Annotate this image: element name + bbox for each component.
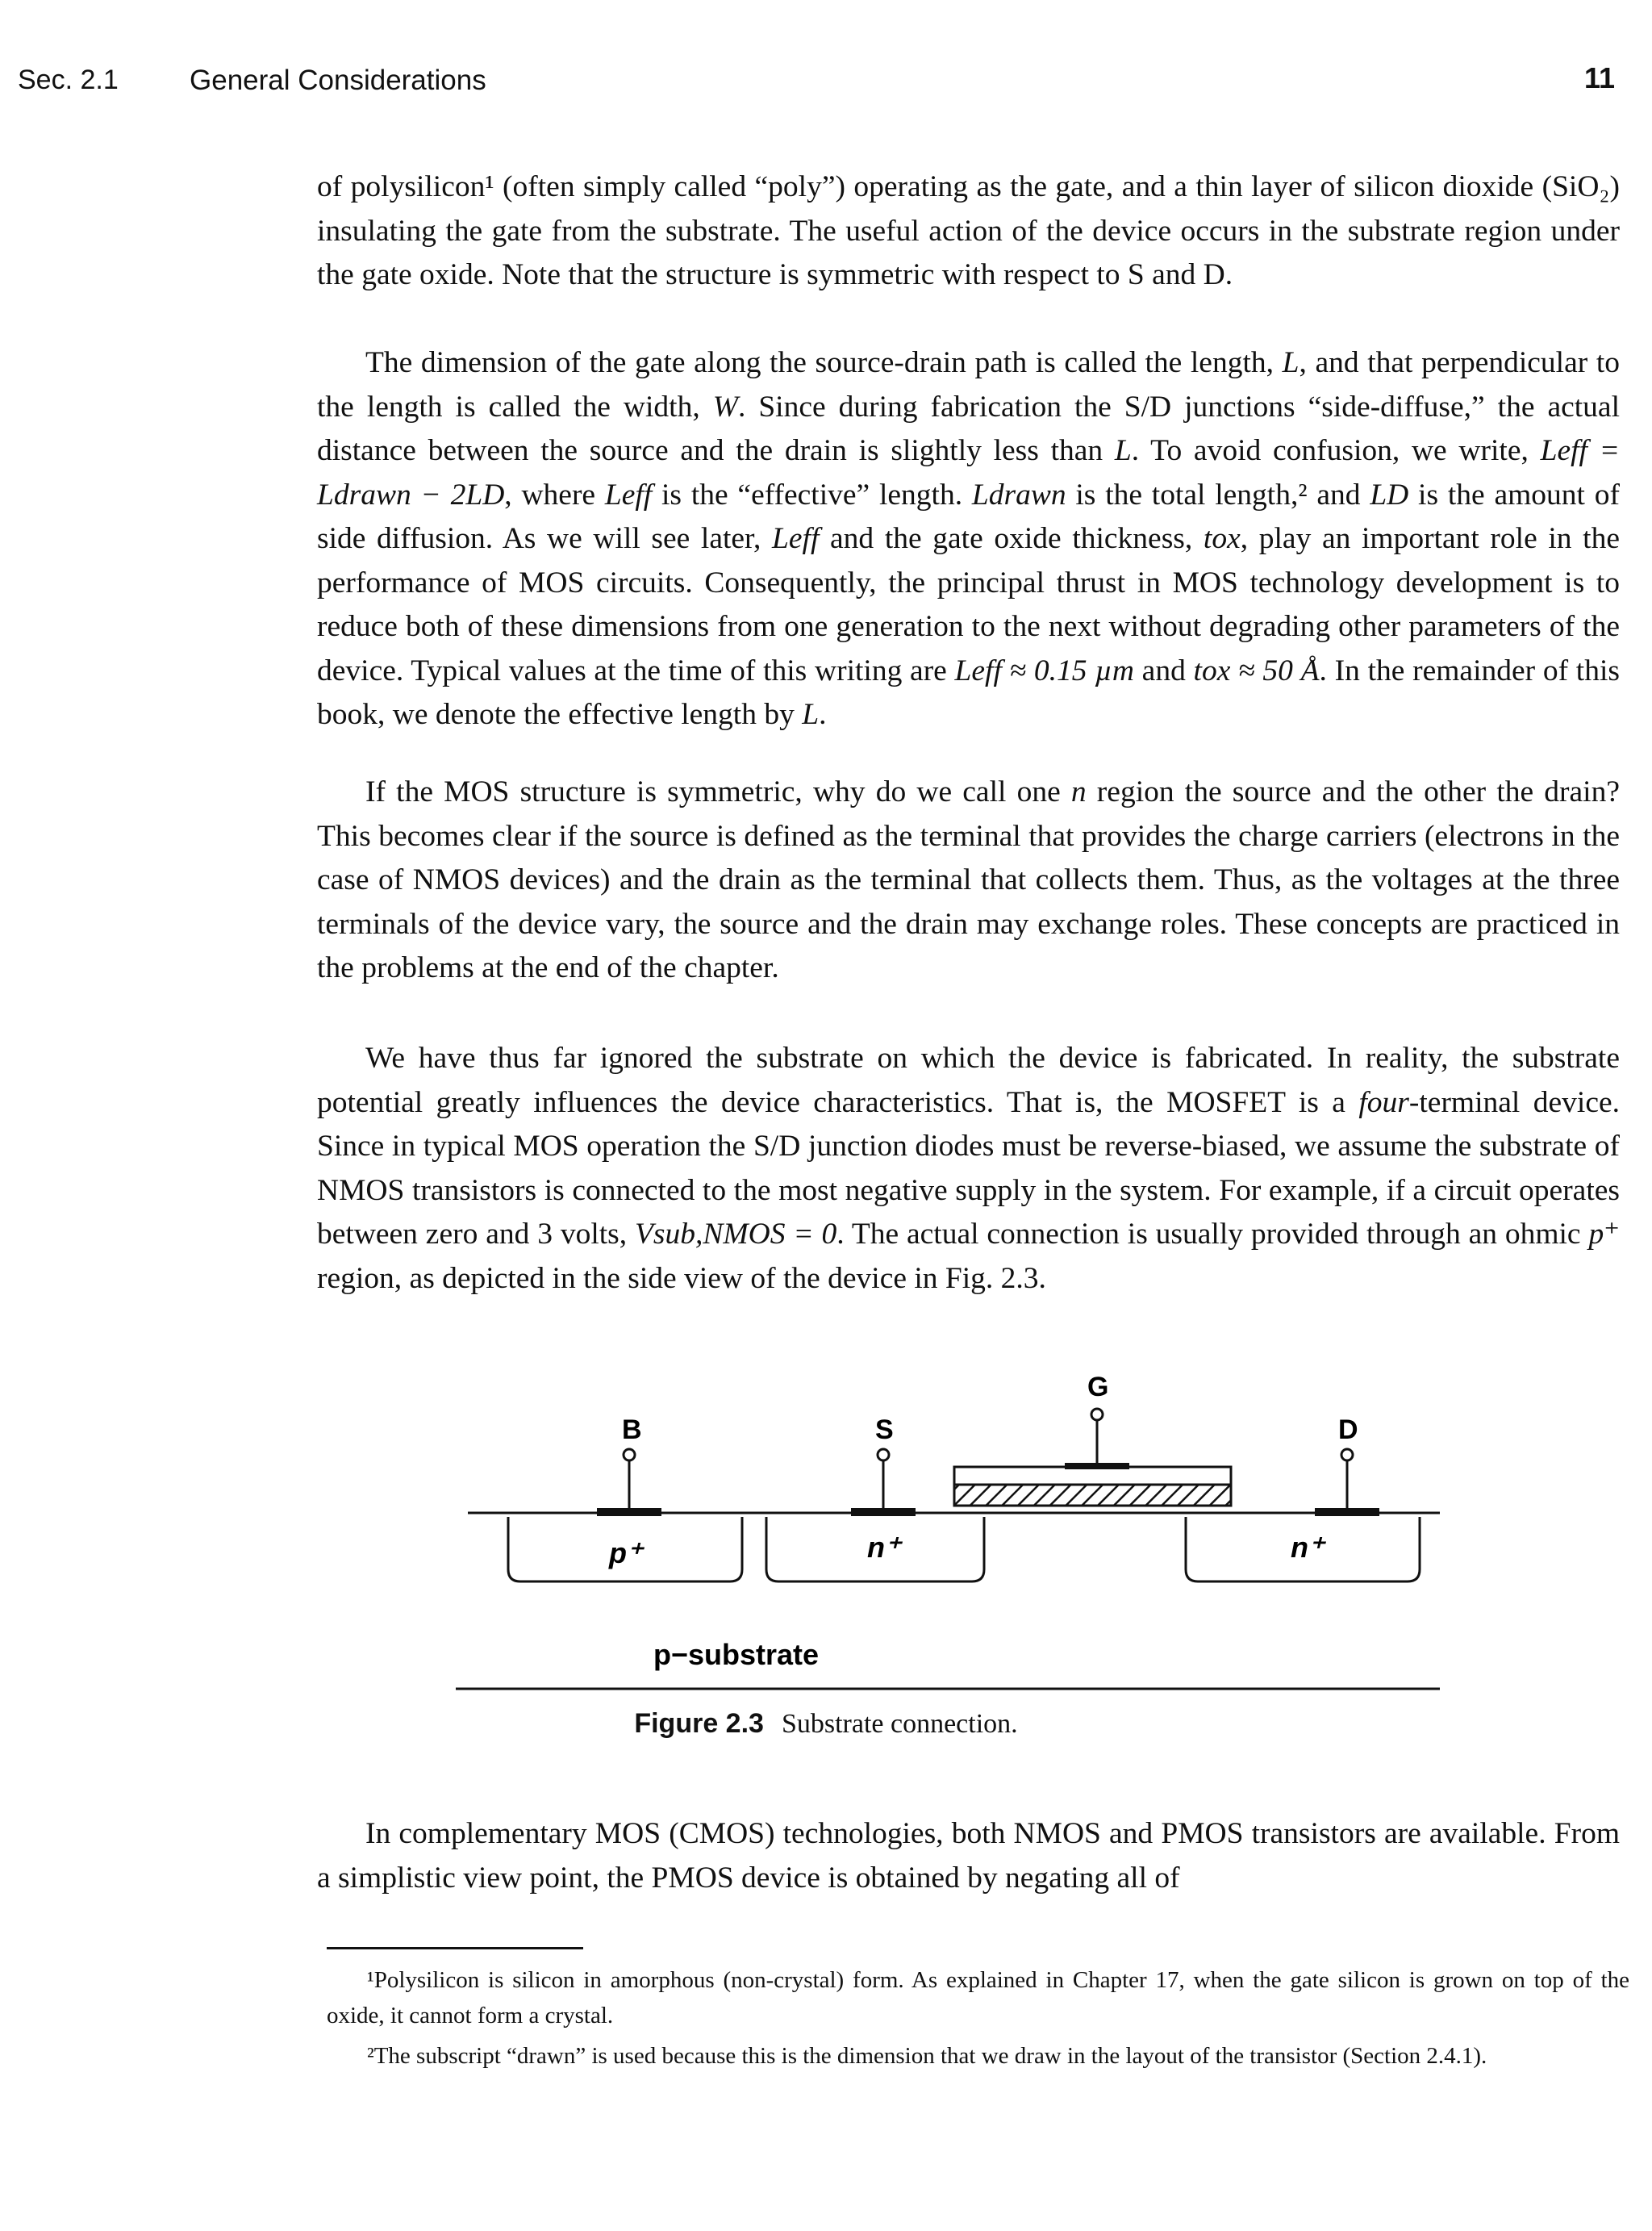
label-p-plus: p⁺: [609, 1536, 642, 1569]
paragraph-poly-intro: of polysilicon¹ (often simply called “poly”) operating as the gate, and a thin layer of silicon dioxide (SiO₂) insulating the gate from the substrate. The useful action of the device occurs in the substrate region under the gate oxide. Note that the structure is symmetric with respect to S and D.: [317, 170, 1620, 291]
substrate-connection-figure: [448, 1372, 1440, 1694]
source-terminal: [878, 1449, 889, 1460]
section-number: Sec. 2.1: [18, 65, 119, 95]
figure-caption: [0, 1708, 1652, 1740]
label-b: B: [622, 1414, 642, 1445]
paragraph-gate-dimensions: The dimension of the gate along the source-drain path is called the length, L, and that perpendicular to the length is called the width, W. Since during fabrication the S/D junctions “side-diffuse,” the actual distance between the source and the drain is slightly less than L. To avoid confusion, we write, Leff = Ldrawn − 2LD, where Leff is the “effective” length. Ldrawn is the total length,² and LD is the amount of side diffusion. As we will see later, Leff and the gate oxide thickness, tox, play an important role in the performance of MOS circuits. Consequently, the principal thrust in MOS technology development is to reduce both of these dimensions from one generation to the next without degrading other parameters of the device. Typical values at the time of this writing are Leff ≈ 0.15 µm and tox ≈ 50 Å. In the remainder of this book, we denote the effective length by L.: [317, 346, 1620, 731]
paragraph-substrate: We have thus far ignored the substrate on which the device is fabricated. In reality, the substrate potential greatly influences the device characteristics. That is, the MOSFET is a four-terminal device. Since in typical MOS operation the S/D junction diodes must be reverse-biased, we assume the substrate of NMOS transistors is connected to the most negative supply in the system. For example, if a circuit operates between zero and 3 volts, Vsub,NMOS = 0. The actual connection is usually provided through an ohmic p⁺ region, as depicted in the side view of the device in Fig. 2.3.: [317, 1042, 1620, 1295]
paragraph-cmos: In complementary MOS (CMOS) technologies, both NMOS and PMOS transistors are available. From a simplistic view point, the PMOS device is obtained by negating all of: [317, 1817, 1620, 1895]
poly-gate: [954, 1467, 1231, 1485]
mosfet-cross-section-diagram: [448, 1372, 1440, 1694]
footnote-2: ²The subscript “drawn” is used because this is the dimension that we draw in the layout of the transistor (Section 2.4.1).: [367, 2043, 1487, 2069]
gate-oxide: [954, 1485, 1231, 1506]
leff-equation: Leff = Ldrawn − 2LD: [317, 434, 1620, 512]
label-n-plus-drain: n⁺: [1291, 1531, 1324, 1564]
label-g: G: [1087, 1372, 1109, 1402]
footnote-divider: [327, 1947, 583, 1949]
drain-terminal: [1341, 1449, 1353, 1460]
label-n-plus-source: n⁺: [867, 1531, 900, 1564]
figure-number: Figure 2.3: [634, 1708, 764, 1739]
section-title: General Considerations: [190, 65, 486, 96]
label-p-substrate: p−substrate: [653, 1638, 820, 1671]
page-number: 11: [1583, 61, 1615, 94]
body-terminal: [624, 1449, 635, 1460]
source-contact: [851, 1508, 916, 1516]
footnote-1: ¹Polysilicon is silicon in amorphous (non-crystal) form. As explained in Chapter 17, when the gate silicon is grown on top of the oxide, it cannot form a crystal.: [327, 1967, 1629, 2028]
label-d: D: [1338, 1414, 1358, 1445]
body-contact: [597, 1508, 661, 1516]
figure-caption-text: Substrate connection.: [781, 1709, 1018, 1739]
gate-terminal: [1091, 1409, 1103, 1420]
page-header: [0, 61, 1652, 105]
paragraph-source-drain: If the MOS structure is symmetric, why do we call one n region the source and the other the drain? This becomes clear if the source is defined as the terminal that provides the charge carriers (electrons in the case of NMOS devices) and the drain as the terminal that collects them. Thus, as the voltages at the three terminals of the device vary, the source and the drain may exchange roles. These concepts are practiced in the problems at the end of the chapter.: [317, 775, 1620, 984]
label-s: S: [875, 1414, 894, 1445]
drain-contact: [1315, 1508, 1379, 1516]
